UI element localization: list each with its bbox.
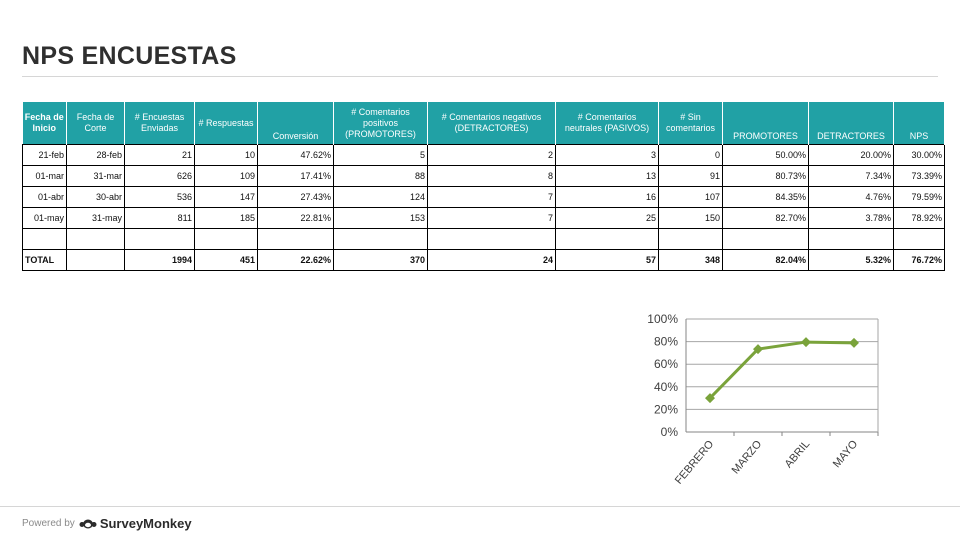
header-fecha-inicio: Fecha de Inicio — [23, 102, 67, 145]
header-nps: NPS — [894, 102, 945, 145]
table-cell: 10 — [195, 145, 258, 166]
header-encuestas-enviadas: # Encuestas Enviadas — [125, 102, 195, 145]
table-cell: 80.73% — [723, 166, 809, 187]
table-cell: 8 — [428, 166, 556, 187]
header-comentarios-positivos: # Comentarios positivos (PROMOTORES) — [334, 102, 428, 145]
header-fecha-corte: Fecha de Corte — [67, 102, 125, 145]
powered-by-label: Powered by — [22, 518, 75, 529]
header-promotores: PROMOTORES — [723, 102, 809, 145]
table-cell: 109 — [195, 166, 258, 187]
table-cell: 1994 — [125, 250, 195, 271]
brand-name: SurveyMonkey — [99, 516, 192, 531]
table-cell: 185 — [195, 208, 258, 229]
table-cell: 31-may — [67, 208, 125, 229]
table-cell: 811 — [125, 208, 195, 229]
header-sin-comentarios: # Sin comentarios — [659, 102, 723, 145]
table-cell — [334, 229, 428, 250]
nps-line-chart — [620, 306, 890, 496]
table-cell: 47.62% — [258, 145, 334, 166]
table-row — [23, 166, 945, 187]
table-row — [23, 145, 945, 166]
title-divider — [22, 76, 938, 77]
table-cell: 30-abr — [67, 187, 125, 208]
table-cell — [195, 229, 258, 250]
table-header-row — [23, 102, 945, 145]
table-cell: 30.00% — [894, 145, 945, 166]
header-comentarios-neutrales: # Comentarios neutrales (PASIVOS) — [556, 102, 659, 145]
chart-x-tick-labels — [673, 438, 861, 487]
y-tick-label: 80% — [653, 334, 678, 349]
table-cell: 147 — [195, 187, 258, 208]
page-title: NPS ENCUESTAS — [22, 42, 237, 70]
x-tick-label: ABRIL — [782, 438, 813, 471]
table-cell: 24 — [428, 250, 556, 271]
table-cell: 88 — [334, 166, 428, 187]
table-cell — [723, 229, 809, 250]
table-cell: 21-feb — [23, 145, 67, 166]
surveymonkey-logo — [79, 516, 192, 531]
footer-divider — [0, 506, 960, 507]
table-cell: 21 — [125, 145, 195, 166]
x-tick-label: MAYO — [830, 438, 861, 471]
table-cell: 5 — [334, 145, 428, 166]
y-tick-label: 100% — [647, 312, 678, 326]
y-tick-label: 40% — [653, 379, 678, 394]
table-cell: 50.00% — [723, 145, 809, 166]
data-point-marker — [801, 337, 811, 347]
table-cell: 20.00% — [809, 145, 894, 166]
table-cell — [556, 229, 659, 250]
table-cell: 150 — [659, 208, 723, 229]
table-cell: 0 — [659, 145, 723, 166]
chart-gridlines — [686, 319, 878, 436]
table-cell — [23, 229, 67, 250]
table-cell: 82.70% — [723, 208, 809, 229]
table-cell: 153 — [334, 208, 428, 229]
table-cell: 91 — [659, 166, 723, 187]
table-cell: 22.62% — [258, 250, 334, 271]
surveymonkey-icon — [79, 518, 97, 530]
table-cell — [67, 250, 125, 271]
table-cell: 124 — [334, 187, 428, 208]
table-cell: 16 — [556, 187, 659, 208]
y-tick-label: 20% — [653, 402, 678, 417]
table-cell: 451 — [195, 250, 258, 271]
table-cell — [659, 229, 723, 250]
table-cell: 7 — [428, 208, 556, 229]
table-cell: 4.76% — [809, 187, 894, 208]
table-cell: 01-mar — [23, 166, 67, 187]
table-cell: 536 — [125, 187, 195, 208]
x-tick-label: MARZO — [729, 438, 765, 477]
table-cell: 107 — [659, 187, 723, 208]
table-cell: 3 — [556, 145, 659, 166]
footer — [22, 516, 192, 531]
table-cell: 22.81% — [258, 208, 334, 229]
table-row — [23, 208, 945, 229]
header-comentarios-negativos: # Comentarios negativos (DETRACTORES) — [428, 102, 556, 145]
table-body — [23, 145, 945, 271]
table-cell: 79.59% — [894, 187, 945, 208]
table-cell: 17.41% — [258, 166, 334, 187]
table-cell: 31-mar — [67, 166, 125, 187]
chart-series — [705, 337, 859, 403]
table-cell: 84.35% — [723, 187, 809, 208]
header-respuestas: # Respuestas — [195, 102, 258, 145]
header-detractores: DETRACTORES — [809, 102, 894, 145]
table-cell: TOTAL — [23, 250, 67, 271]
table-cell: 13 — [556, 166, 659, 187]
table-cell: 82.04% — [723, 250, 809, 271]
table-cell: 370 — [334, 250, 428, 271]
table-cell: 01-may — [23, 208, 67, 229]
data-point-marker — [849, 338, 859, 348]
table-row — [23, 187, 945, 208]
table-cell: 57 — [556, 250, 659, 271]
header-conversion: Conversión — [258, 102, 334, 145]
table-cell: 27.43% — [258, 187, 334, 208]
table-cell: 626 — [125, 166, 195, 187]
table-cell — [809, 229, 894, 250]
table-cell: 7.34% — [809, 166, 894, 187]
table-cell — [67, 229, 125, 250]
table-cell: 3.78% — [809, 208, 894, 229]
table-cell: 76.72% — [894, 250, 945, 271]
x-tick-label: FEBRERO — [672, 438, 717, 487]
table-cell: 5.32% — [809, 250, 894, 271]
table-cell: 78.92% — [894, 208, 945, 229]
table-cell: 01-abr — [23, 187, 67, 208]
table-cell — [258, 229, 334, 250]
table-cell: 73.39% — [894, 166, 945, 187]
table-cell: 2 — [428, 145, 556, 166]
y-tick-label: 60% — [653, 357, 678, 372]
table-cell — [125, 229, 195, 250]
table-cell — [894, 229, 945, 250]
table-cell: 28-feb — [67, 145, 125, 166]
table-total-row — [23, 250, 945, 271]
series-line — [710, 342, 854, 398]
table-cell: 348 — [659, 250, 723, 271]
table-row — [23, 229, 945, 250]
table-cell: 25 — [556, 208, 659, 229]
nps-table — [22, 102, 945, 271]
table-cell: 7 — [428, 187, 556, 208]
table-cell — [428, 229, 556, 250]
y-tick-label: 0% — [660, 425, 678, 439]
chart-y-tick-labels — [647, 312, 678, 439]
